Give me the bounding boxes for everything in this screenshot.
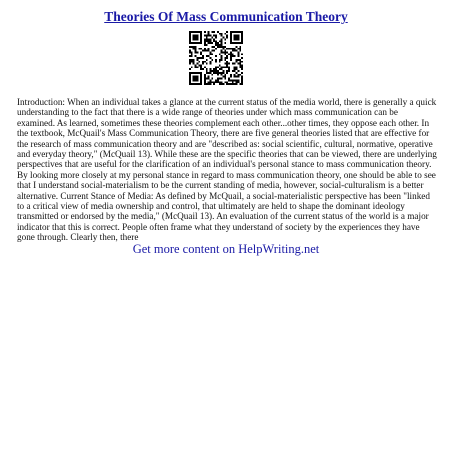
qr-code-graphic: [189, 31, 243, 85]
document-body: Introduction: When an individual takes a glance at the current status of the media world, there is generally a quick understanding to the fact that there is a wide range of theories under which mass communication can be examined. As learned, sometimes these theories complement each other...other times, they oppose each other. In the textbook, McQuail's Mass Communication Theory, there are five general theories listed that are effective for the research of mass communication theory and are "described as: social scientific, cultural, normative, operative and everyday theory," (McQuail 13). While these are the specific theories that can be viewed, there are underlying perspectives that are useful for the clarification of an individual's personal stance to mass communication theory. By looking more closely at my personal stance in regard to mass communication theory, one should be able to see that I understand social-materialism to be the current standing of media, however, social-culturalism is a better alternative. Current Stance of Media: As defined by McQuail, a social-materialistic perspective has been "linked to a critical view of media ownership and control, that ultimately are held to shape the dominant ideology transmitted or endorsed by the media," (McQuail 13). An evaluation of the current status of the world is a major indicator that this is correct. People often frame what they understand of society by the experiences they have gone through. Clearly then, there: [17, 97, 437, 243]
qr-code-icon: [189, 31, 243, 85]
document-title[interactable]: Theories Of Mass Communication Theory: [104, 9, 348, 24]
more-content-link[interactable]: Get more content on HelpWriting.net: [132, 242, 320, 256]
